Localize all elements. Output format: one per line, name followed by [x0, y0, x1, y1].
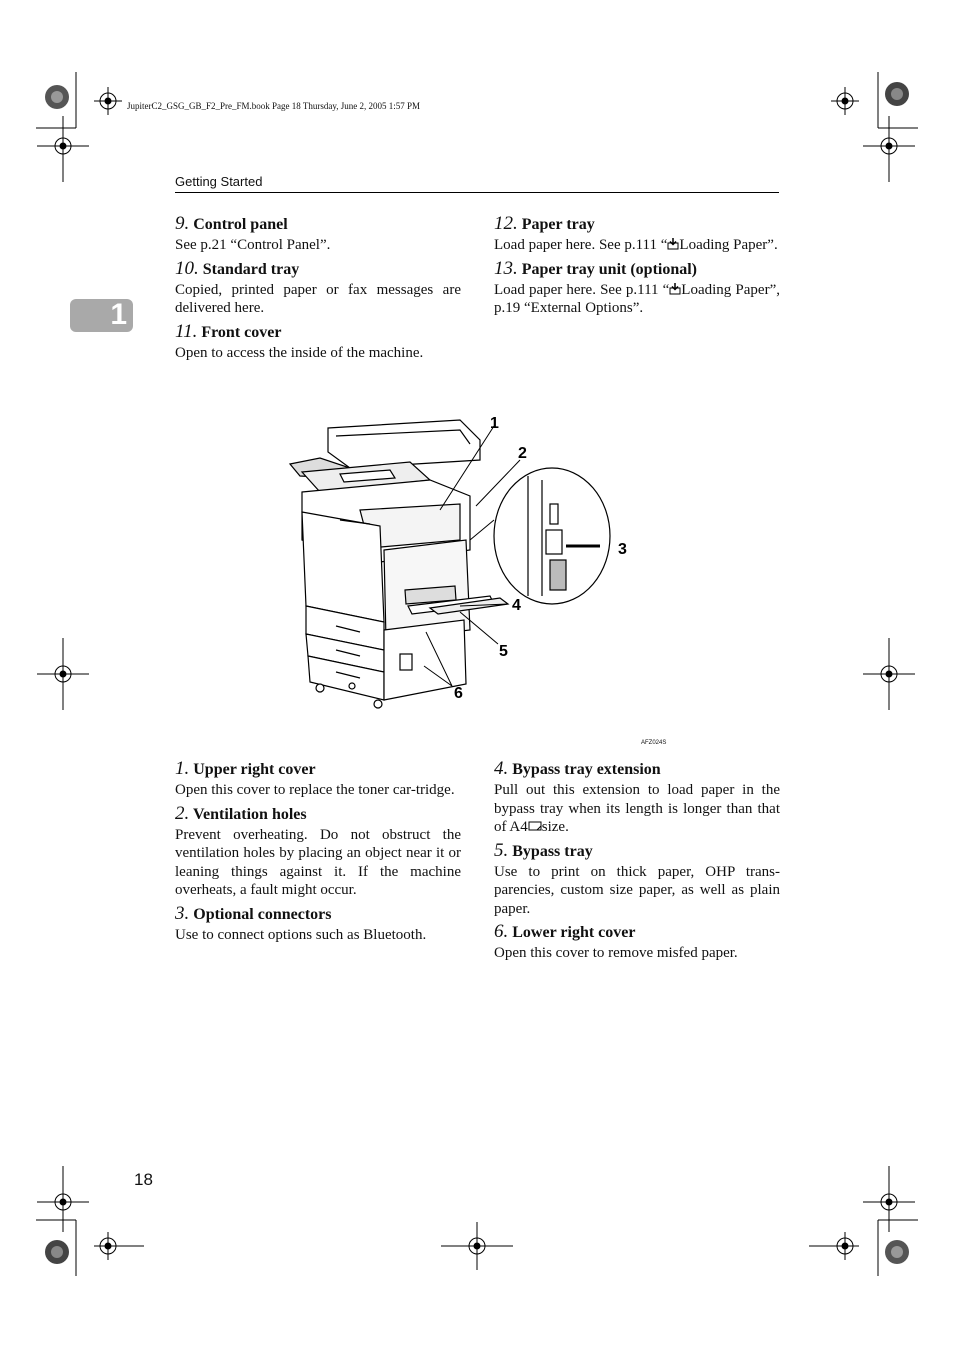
list-item: [175, 804, 461, 900]
bottom-right-column: [494, 759, 780, 967]
list-item: [175, 904, 461, 945]
list-item: [494, 922, 780, 963]
file-header: JupiterC2_GSG_GB_F2_Pre_FM.book Page 18 Thursday, June 2, 2005 1:57 PM: [127, 101, 421, 111]
item-heading: 3. Optional connectors: [175, 902, 332, 924]
page-number: 18: [134, 1170, 153, 1189]
landscape-paper-icon: [528, 820, 542, 832]
item-heading: 12. Paper tray: [494, 213, 595, 234]
callout-label: 4: [512, 597, 521, 614]
top-left-column: [175, 214, 461, 366]
paper-load-icon: [669, 283, 681, 295]
list-item: [494, 214, 780, 255]
item-heading: 10. Standard tray: [175, 257, 300, 279]
list-item: [175, 214, 461, 255]
section-title: Getting Started: [175, 174, 263, 189]
item-body: Open to access the inside of the machine.: [175, 344, 424, 361]
connector-magnifier-icon: [470, 468, 610, 604]
list-item: [494, 841, 780, 919]
item-body: Load paper here. See p.111 “ Loading Paper”, p.19 “External Options”.: [494, 281, 780, 316]
callout-label: 2: [518, 445, 527, 462]
list-item: [175, 259, 461, 318]
chapter-number: 1: [110, 298, 127, 331]
list-item: [175, 759, 461, 800]
top-right-column: [494, 214, 780, 322]
figure-code: AFZ024S: [641, 740, 667, 746]
item-body: Load paper here. See p.111 “ Loading Paper”.: [494, 237, 778, 253]
item-heading: 9. Control panel: [175, 213, 288, 234]
paper-load-icon: [667, 238, 679, 250]
item-body: Copied, printed paper or fax messages are delivered here.: [175, 281, 461, 316]
item-heading: 5. Bypass tray: [494, 839, 593, 861]
item-heading: 1. Upper right cover: [175, 758, 316, 779]
bottom-left-column: [175, 759, 461, 948]
list-item: [175, 322, 461, 363]
item-body: Open this cover to remove misfed paper.: [494, 945, 738, 961]
header-rule: [175, 192, 779, 193]
list-item: [494, 759, 780, 837]
item-body: Use to print on thick paper, OHP trans-parencies, custom size paper, as well as plain paper.: [494, 863, 780, 917]
callout-label: 1: [490, 415, 499, 432]
item-heading: 13. Paper tray unit (optional): [494, 257, 698, 279]
item-heading: 4. Bypass tray extension: [494, 758, 661, 779]
item-heading: 6. Lower right cover: [494, 921, 636, 942]
item-body: Open this cover to replace the toner car-tridge.: [175, 782, 455, 798]
item-body: Prevent overheating. Do not obstruct the ventilation holes by placing an object near it or leaning things against it. If the machine overheats, a fault might occur.: [175, 826, 461, 898]
item-body: Pull out this extension to load paper in the bypass tray when its length is longer than that of A4 size.: [494, 782, 780, 835]
item-body: See p.21 “Control Panel”.: [175, 237, 331, 253]
item-body: Use to connect options such as Bluetooth.: [175, 926, 427, 943]
chapter-tab: [70, 299, 133, 332]
list-item: [494, 259, 780, 318]
callout-label: 6: [454, 685, 463, 702]
item-heading: 11. Front cover: [175, 320, 282, 342]
item-heading: 2. Ventilation holes: [175, 802, 307, 824]
callout-label: 5: [499, 643, 508, 660]
callout-label: 3: [618, 541, 627, 558]
machine-illustration-icon: [280, 400, 640, 720]
